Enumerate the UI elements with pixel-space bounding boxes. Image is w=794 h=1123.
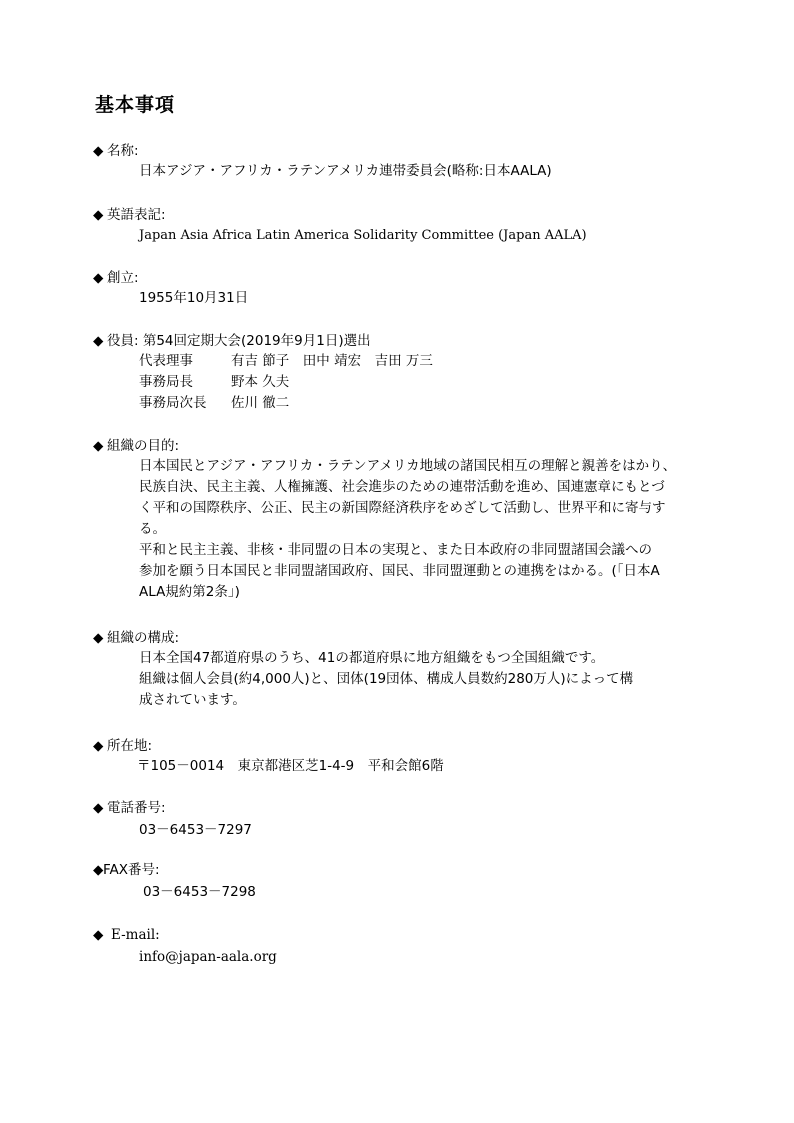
- purpose-line: 平和と民主主義、非核・非同盟の日本の実現と、また日本政府の非同盟諸国会議への: [139, 542, 652, 558]
- structure-text: [139, 648, 733, 711]
- diamond-bullet-icon: ◆: [93, 862, 104, 878]
- purpose-line: る。: [139, 521, 166, 537]
- page-title: 基本事項: [95, 94, 176, 116]
- officer-row: [139, 351, 733, 372]
- purpose-line: く平和の国際秩序、公正、民主の新国際経済秩序をめざして活動し、世界平和に寄与す: [139, 500, 666, 516]
- purpose-line: 民族自決、民主主義、人権擁護、社会進歩のための連帯活動を進め、国連憲章にもとづ: [139, 479, 665, 495]
- diamond-bullet-icon: ◆: [93, 207, 104, 223]
- phone-label: 電話番号:: [107, 800, 166, 816]
- structure-line: 日本全国47都道府県のうち、41の都道府県に地方組織をもつ全国組織です。: [139, 650, 605, 666]
- purpose-label: 組織の目的:: [107, 438, 180, 454]
- purpose-line: 日本国民とアジア・アフリカ・ラテンアメリカ地域の諸国民相互の理解と親善をはかり、: [139, 458, 677, 474]
- diamond-bullet-icon: ◆: [93, 333, 104, 349]
- officer-names: 有吉 節子 田中 靖宏 吉田 万三: [231, 353, 433, 369]
- name-value: 日本アジア・アフリカ・ラテンアメリカ連帯委員会(略称:日本AALA): [139, 163, 552, 179]
- email-value: info@japan-aala.org: [139, 949, 277, 965]
- founded-value: 1955年10月31日: [139, 290, 249, 306]
- diamond-bullet-icon: ◆: [93, 143, 104, 159]
- email-label: E-mail:: [111, 927, 160, 943]
- officer-role: 事務局長: [139, 374, 193, 390]
- address-value: 〒105－0014 東京都港区芝1-4-9 平和会館6階: [137, 758, 444, 774]
- diamond-bullet-icon: ◆: [93, 438, 104, 454]
- fax-value: 03－6453－7298: [143, 884, 256, 900]
- officer-names: 野本 久夫: [231, 374, 290, 390]
- diamond-bullet-icon: ◆: [93, 738, 104, 754]
- structure-label: 組織の構成:: [107, 630, 180, 646]
- structure-line: 成されています。: [139, 692, 246, 708]
- name-label: 名称:: [107, 143, 139, 159]
- section-address: [93, 736, 733, 777]
- purpose-text: [139, 456, 733, 603]
- officer-row: [139, 372, 733, 393]
- officer-role: 代表理事: [139, 353, 193, 369]
- purpose-line: ALA規約第2条」): [139, 584, 240, 600]
- officer-names: 佐川 徹二: [231, 395, 290, 411]
- section-email: [93, 925, 733, 968]
- diamond-bullet-icon: ◆: [93, 800, 104, 816]
- section-structure: [93, 628, 733, 711]
- structure-line: 組織は個人会員(約4,000人)と、団体(19団体、構成人員数約280万人)によって構: [139, 671, 634, 687]
- english-value: Japan Asia Africa Latin America Solidarity Committee (Japan AALA): [139, 228, 587, 243]
- section-name: [93, 141, 733, 182]
- diamond-bullet-icon: ◆: [93, 630, 104, 646]
- section-fax: [93, 860, 733, 903]
- officers-list: [139, 351, 733, 414]
- section-purpose: [93, 436, 733, 603]
- founded-label: 創立:: [107, 270, 139, 286]
- address-label: 所在地:: [107, 738, 153, 754]
- section-english: [93, 205, 733, 246]
- phone-value: 03－6453－7297: [139, 822, 252, 838]
- diamond-bullet-icon: ◆: [93, 270, 104, 286]
- english-label: 英語表記:: [107, 207, 166, 223]
- section-officers: [93, 331, 733, 414]
- officer-role: 事務局次長: [139, 395, 207, 411]
- officer-row: [139, 393, 733, 414]
- purpose-line: 参加を願う日本国民と非同盟諸国政府、国民、非同盟運動との連携をはかる。(「日本A: [139, 563, 660, 579]
- diamond-bullet-icon: ◆: [93, 927, 104, 943]
- section-founded: [93, 268, 733, 309]
- officers-label: 役員: 第54回定期大会(2019年9月1日)選出: [107, 333, 371, 349]
- section-phone: [93, 798, 733, 841]
- fax-label: FAX番号:: [103, 862, 160, 878]
